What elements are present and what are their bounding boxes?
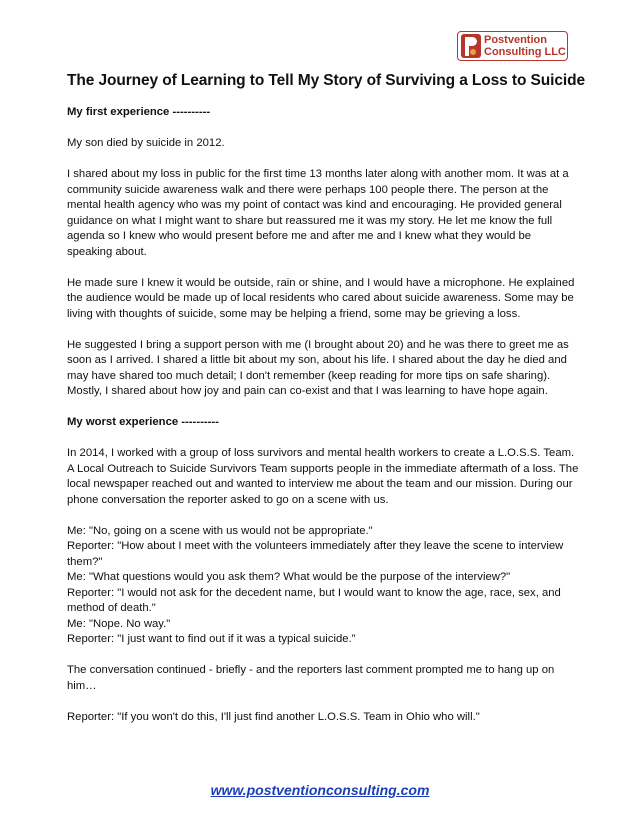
dialogue-line: Me: "Nope. No way." [67, 617, 171, 630]
logo-mark-icon [460, 33, 482, 59]
paragraph: Reporter: "If you won't do this, I'll just find another L.O.S.S. Team in Ohio who will." [67, 710, 480, 723]
paragraph: In 2014, I worked with a group of loss survivors and mental health workers to create a L.O.S.S. Team. A Local Outreach to Suicide Survivors Team supports people in the immediate aftermath of a loss. The local newspaper reached out and wanted to interview me about the team and our mission. During our phone conversation the reporter asked to go on a scene with us. [67, 447, 579, 506]
paragraph: The conversation continued - briefly - and the reporters last comment prompted me to hang up on him… [67, 664, 555, 692]
paragraph: He made sure I knew it would be outside, rain or shine, and I would have a microphone. He explained the audience would be made up of local residents who cared about suicide awareness. Some may be living with thoughts of suicide, some may be helping a friend, some may be grieving a loss. [67, 276, 575, 320]
dialogue-line: Reporter: "How about I meet with the volunteers immediately after they leave the scene to interview them?" [67, 540, 564, 568]
dialogue-block [67, 524, 579, 648]
paragraph: He suggested I bring a support person with me (I brought about 20) and he was there to greet me as soon as I arrived. I shared a little bit about my son, about his life. I shared about the day he died and may have shared too much detail; I don't remember (keep reading for more tips on safe sharing). Mostly, I shared about how joy and pain can co-exist and that I was learning to have hope again. [67, 338, 569, 397]
dialogue-line: Reporter: "I just want to find out if it was a typical suicide.” [67, 633, 356, 645]
paragraph: My son died by suicide in 2012. [67, 137, 225, 149]
dialogue-line: Me: "No, going on a scene with us would not be appropriate." [67, 524, 373, 537]
section-heading-first: My first experience ---------- [67, 106, 211, 118]
paragraph: I shared about my loss in public for the first time 13 months later along with another mom. It was at a community suicide awareness walk and there were perhaps 100 people there. The person at the mental health agency who was my point of contact was kind and encouraging. He provided general guidance on what I might want to share but reassured me it was my story. He let me know the full agenda so I knew who would present before me and after me and I knew what they would be speaking about. [67, 168, 569, 258]
company-logo [457, 31, 568, 61]
logo-line-1: Postvention [484, 34, 547, 46]
dialogue-line: Reporter: "I would not ask for the decedent name, but I would want to know the age, race, sex, and method of death." [67, 586, 561, 614]
section-heading-worst: My worst experience ---------- [67, 416, 219, 428]
website-link[interactable]: www.postventionconsulting.com [210, 782, 430, 798]
logo-line-2: Consulting LLC [484, 46, 566, 58]
dialogue-line: Me: "What questions would you ask them? What would be the purpose of the interview?" [67, 571, 511, 583]
page-title: The Journey of Learning to Tell My Story of Surviving a Loss to Suicide [67, 72, 585, 89]
document-body [67, 105, 579, 725]
